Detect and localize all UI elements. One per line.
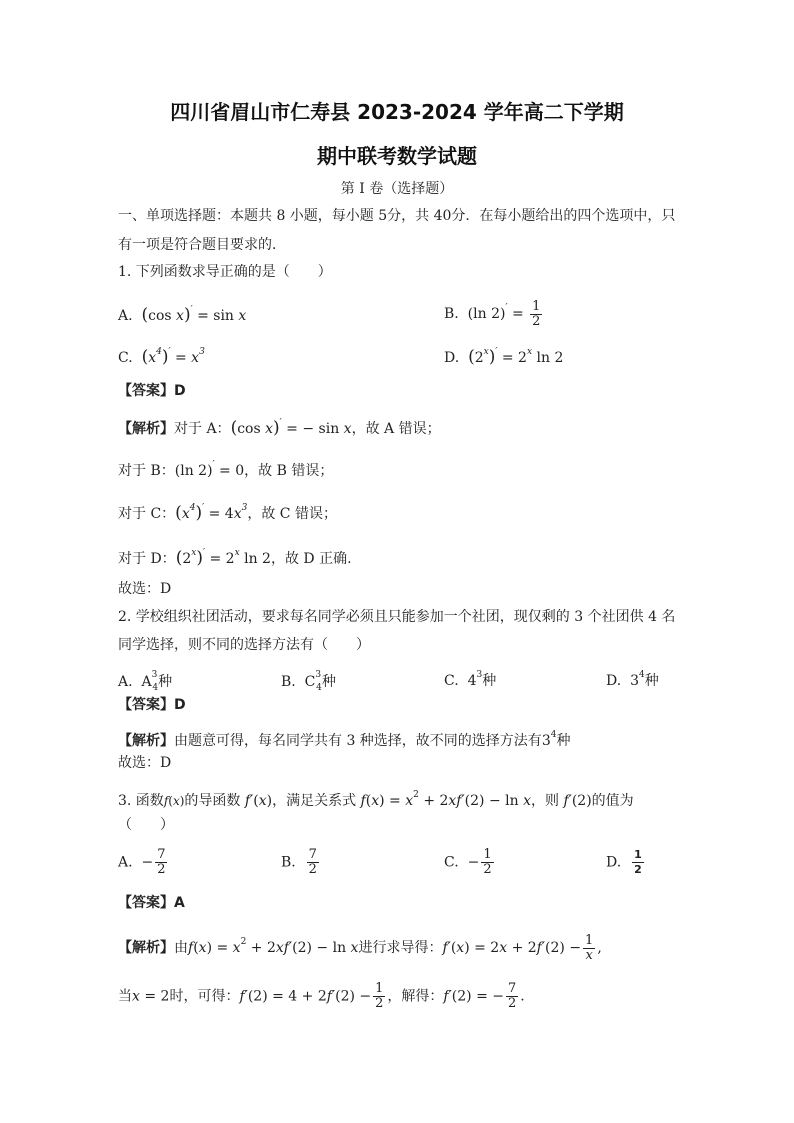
q3-stem: 3. 函数f(x)的导函数 f′(x)，满足关系式 $f(x) = x^2 + 2xf'(2) - \ln x$，则 f′(2)的值为 [118,790,634,809]
instructions-line-1: 一、单项选择题：本题共 8 小题，每小题 5分，共 40分．在每小题给出的四个选项中，只 [118,208,676,224]
q2-option-c: C. $4^3$种 [444,670,497,689]
q3-blank: （ ） [118,817,174,833]
q1-option-b: B. (ln 2)′ = $\frac{1}{2}$ [444,298,544,329]
instructions-line-2: 有一项是符合题目要求的． [118,237,286,253]
q1-answer: 【答案】D [118,383,186,399]
q3-option-c: C. − $\frac{1}{2}$ [444,847,492,877]
q1-option-c-formula: $(x^4)' = x^3$ [141,347,205,367]
q1-conclusion: 故选：D [118,581,172,597]
q1-analysis-4: 对于 D：$(2^x)' = 2^x$ ln 2，故 D 正确. [118,548,352,568]
q2-option-b: B. $C^3_4$种 [281,670,336,693]
title-line-2: 期中联考数学试题 [317,144,477,168]
q2-stem-2: 同学选择，则不同的选择方法有（ ） [118,637,370,653]
title-line-1: 四川省眉山市仁寿县 2023-2024 学年高二下学期 [170,100,624,124]
q1-option-b-formula: (ln 2)′ = $\frac{1}{2}$ [467,298,541,329]
q2-analysis: 【解析】由题意可得，每名同学共有 3 种选择，故不同的选择方法有$3^4$种 [118,730,571,749]
q1-option-a: A. (cos x)′ = sin x [118,305,247,325]
q2-stem-1: 2. 学校组织社团活动，要求每名同学必须且只能参加一个社团，现仅剩的 3 个社团供 4 名 [118,609,676,625]
q3-option-b: B. $\frac{7}{2}$ [281,847,317,877]
q1-stem: 1. 下列函数求导正确的是（ ） [118,264,332,280]
q2-answer: 【答案】D [118,697,186,713]
q1-analysis-1: 【解析】对于 A：(cos x)′ = − sin x，故 A 错误； [118,418,441,438]
q1-option-d: D. $(2^x)' = 2^x$ ln 2 [444,347,564,367]
q3-analysis-2: 当x = 2时，可得：f′(2) = 4 + 2f′(2) − $\frac{1}{2}$ ，解得：f′(2) = − $\frac{7}{2}$ . [118,981,525,1011]
q1-analysis-2: 对于 B：(ln 2)′ = 0，故 B 错误； [118,460,334,479]
q1-option-a-formula: (cos x)′ = sin x [141,305,247,325]
section-heading: 第 I 卷（选择题） [340,181,454,197]
q1-analysis-3: 对于 C：$(x^4)' = 4x^3$，故 C 错误； [118,503,337,523]
q2-option-d: D. $3^4$种 [606,670,659,689]
q3-option-d: D. $\frac{1}{2}$ [606,848,642,876]
q3-answer: 【答案】A [118,895,185,911]
q1-option-c: C. $(x^4)' = x^3$ [118,347,205,367]
q3-analysis-1: 【解析】由$f(x) = x^2 + 2xf'(2) - \ln x$进行求导得：f′(x) = 2x + 2f′(2) − $\frac{1}{x}$ , [118,932,602,963]
q3-option-a: A. − $\frac{7}{2}$ [118,847,166,877]
q1-option-d-formula: $(2^x)' = 2^x$ ln 2 [468,347,564,367]
q2-option-a: A. $A^3_4$种 [118,670,173,693]
q2-conclusion: 故选：D [118,755,172,771]
